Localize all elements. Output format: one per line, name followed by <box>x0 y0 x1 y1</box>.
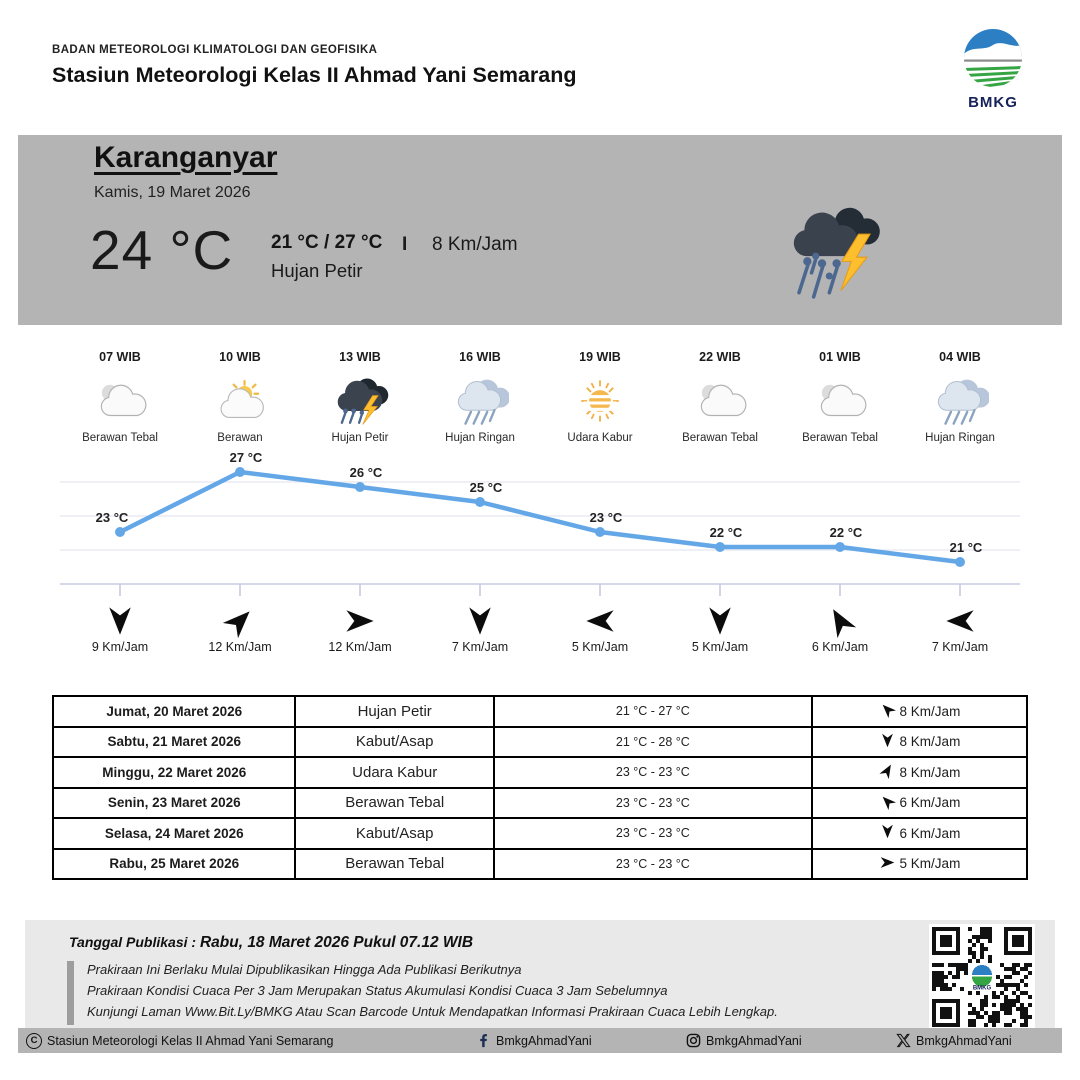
table-date: Senin, 23 Maret 2026 <box>53 788 295 819</box>
wind-item <box>60 604 180 654</box>
hujan-ringan-icon <box>931 376 989 426</box>
temperature-range: 21 °C / 27 °C <box>271 232 383 253</box>
table-row <box>53 849 1027 880</box>
table-condition: Kabut/Asap <box>295 727 493 758</box>
table-date: Sabtu, 21 Maret 2026 <box>53 727 295 758</box>
current-wind-speed: 8 Km/Jam <box>432 234 518 255</box>
svg-text:22 °C: 22 °C <box>709 525 743 540</box>
table-condition: Udara Kabur <box>295 757 493 788</box>
hourly-forecast-item <box>780 350 900 444</box>
svg-text:27 °C: 27 °C <box>229 452 263 465</box>
wind-item <box>900 604 1020 654</box>
table-row <box>53 818 1027 849</box>
table-temp-range: 23 °C - 23 °C <box>494 849 812 880</box>
wind-direction-arrow-icon <box>879 762 896 782</box>
hujan-ringan-icon <box>451 376 509 426</box>
udara-kabur-icon <box>571 376 629 426</box>
x-handle[interactable] <box>896 1028 1012 1053</box>
banner-detail <box>271 232 382 282</box>
hourly-time: 19 WIB <box>579 350 621 364</box>
hourly-forecast-item <box>420 350 540 444</box>
hourly-time: 16 WIB <box>459 350 501 364</box>
facebook-icon <box>476 1033 491 1048</box>
berawan-tebal-icon <box>811 376 869 426</box>
table-wind <box>812 849 1027 880</box>
social-bottom-bar <box>18 1028 1062 1053</box>
table-temp-range: 21 °C - 28 °C <box>494 727 812 758</box>
svg-text:26 °C: 26 °C <box>349 465 383 480</box>
bmkg-logo-label: BMKG <box>968 94 1018 111</box>
footer-notes <box>87 960 778 1022</box>
current-weather-banner <box>18 135 1062 325</box>
table-date: Rabu, 25 Maret 2026 <box>53 849 295 880</box>
hourly-condition-label: Hujan Ringan <box>445 432 515 444</box>
table-wind-speed: 6 Km/Jam <box>899 795 961 811</box>
wind-speed-label: 12 Km/Jam <box>328 640 392 654</box>
table-temp-range: 23 °C - 23 °C <box>494 788 812 819</box>
hujan-petir-icon <box>331 376 389 426</box>
wind-speed-label: 6 Km/Jam <box>811 640 869 654</box>
wind-speed-label: 7 Km/Jam <box>451 640 509 654</box>
header <box>52 44 577 88</box>
wind-direction-arrow-icon <box>879 854 896 874</box>
hourly-forecast-item <box>660 350 780 444</box>
hourly-time: 10 WIB <box>219 350 261 364</box>
table-condition: Hujan Petir <box>295 696 493 727</box>
current-temperature: 24 °C <box>90 219 234 281</box>
wind-direction-arrow-icon <box>463 604 497 638</box>
table-wind-speed: 8 Km/Jam <box>899 734 961 750</box>
publication-label: Tanggal Publikasi : <box>69 934 200 950</box>
wind-item <box>780 604 900 654</box>
station-name: Stasiun Meteorologi Kelas II Ahmad Yani Semarang <box>52 63 577 87</box>
hourly-time: 01 WIB <box>819 350 861 364</box>
svg-text:BMKG: BMKG <box>972 985 992 992</box>
hourly-condition-label: Udara Kabur <box>567 432 633 444</box>
hourly-forecast-item <box>300 350 420 444</box>
svg-text:23 °C: 23 °C <box>95 510 129 525</box>
footer-note: Prakiraan Kondisi Cuaca Per 3 Jam Merupakan Status Akumulasi Kondisi Cuaca 3 Jam Sebelumnya <box>87 982 668 998</box>
banner-separator: I <box>402 234 408 255</box>
hourly-condition-label: Berawan Tebal <box>682 432 758 444</box>
table-wind <box>812 696 1027 727</box>
footer-note: Kunjungi Laman Www.Bit.Ly/BMKG Atau Scan Barcode Untuk Mendapatkan Informasi Prakiraan Cuaca Lebih Lengkap. <box>87 1003 778 1019</box>
hourly-forecast-item <box>540 350 660 444</box>
wind-speed-label: 9 Km/Jam <box>91 640 149 654</box>
wind-speed-label: 5 Km/Jam <box>571 640 629 654</box>
bmkg-logo <box>950 28 1036 111</box>
wind-speed-label: 12 Km/Jam <box>208 640 272 654</box>
location-title: Karanganyar <box>94 141 278 174</box>
table-wind <box>812 757 1027 788</box>
berawan-tebal-icon <box>91 376 149 426</box>
bmkg-logo-icon <box>961 28 1025 92</box>
hourly-condition-label: Berawan <box>217 432 263 444</box>
publication-value: Rabu, 18 Maret 2026 Pukul 07.12 WIB <box>199 934 474 951</box>
table-row <box>53 757 1027 788</box>
wind-direction-arrow-icon <box>879 823 896 843</box>
qr-code[interactable] <box>929 924 1035 1030</box>
table-condition: Kabut/Asap <box>295 818 493 849</box>
table-wind <box>812 727 1027 758</box>
table-condition: Berawan Tebal <box>295 849 493 880</box>
facebook-text: BmkgAhmadYani <box>496 1033 592 1048</box>
table-condition: Berawan Tebal <box>295 788 493 819</box>
hourly-condition-label: Berawan Tebal <box>802 432 878 444</box>
temperature-line-chart <box>60 452 1020 604</box>
wind-direction-arrow-icon <box>223 604 257 638</box>
wind-direction-arrow-icon <box>823 604 857 638</box>
hourly-time: 04 WIB <box>939 350 981 364</box>
table-row <box>53 696 1027 727</box>
wind-item <box>180 604 300 654</box>
wind-direction-arrow-icon <box>103 604 137 638</box>
table-date: Jumat, 20 Maret 2026 <box>53 696 295 727</box>
wind-direction-arrow-icon <box>583 604 617 638</box>
hourly-condition-label: Hujan Petir <box>331 432 389 444</box>
table-wind-speed: 8 Km/Jam <box>899 703 961 719</box>
hourly-forecast-row <box>60 350 1020 444</box>
copyright-icon: C <box>26 1033 42 1049</box>
copyright-text: Stasiun Meteorologi Kelas II Ahmad Yani Semarang <box>47 1033 334 1048</box>
publication-footer <box>25 920 1055 1028</box>
table-wind-speed: 5 Km/Jam <box>899 856 961 872</box>
forecast-date: Kamis, 19 Maret 2026 <box>94 184 251 201</box>
berawan-tebal-icon <box>691 376 749 426</box>
hourly-time: 13 WIB <box>339 350 381 364</box>
footer-note: Prakiraan Ini Berlaku Mulai Dipublikasikan Hingga Ada Publikasi Berikutnya <box>87 962 522 977</box>
notes-accent-bar <box>67 961 74 1025</box>
wind-direction-arrow-icon <box>343 604 377 638</box>
wind-item <box>660 604 780 654</box>
wind-item <box>420 604 540 654</box>
table-temp-range: 21 °C - 27 °C <box>494 696 812 727</box>
table-date: Minggu, 22 Maret 2026 <box>53 757 295 788</box>
table-wind-speed: 6 Km/Jam <box>899 825 961 841</box>
wind-direction-row <box>60 604 1020 654</box>
table-row <box>53 727 1027 758</box>
table-temp-range: 23 °C - 23 °C <box>494 818 812 849</box>
hourly-forecast-item <box>60 350 180 444</box>
instagram-text: BmkgAhmadYani <box>706 1033 802 1048</box>
svg-text:25 °C: 25 °C <box>469 480 503 495</box>
wind-direction-arrow-icon <box>943 604 977 638</box>
temperature-chart-svg <box>60 452 1020 604</box>
wind-direction-arrow-icon <box>879 732 896 752</box>
hourly-condition-label: Berawan Tebal <box>82 432 158 444</box>
wind-speed-label: 5 Km/Jam <box>691 640 749 654</box>
x-icon <box>896 1033 911 1048</box>
hourly-forecast-item <box>180 350 300 444</box>
svg-text:23 °C: 23 °C <box>589 510 623 525</box>
table-temp-range: 23 °C - 23 °C <box>494 757 812 788</box>
current-condition: Hujan Petir <box>271 260 363 281</box>
hourly-time: 07 WIB <box>99 350 141 364</box>
qr-code-svg <box>932 927 1032 1027</box>
x-text: BmkgAhmadYani <box>916 1033 1012 1048</box>
daily-forecast-table <box>52 695 1028 880</box>
hourly-condition-label: Hujan Ringan <box>925 432 995 444</box>
svg-text:22 °C: 22 °C <box>829 525 863 540</box>
table-wind-speed: 8 Km/Jam <box>899 764 961 780</box>
wind-item <box>540 604 660 654</box>
wind-direction-arrow-icon <box>879 793 896 813</box>
instagram-handle[interactable] <box>686 1028 802 1053</box>
table-wind <box>812 788 1027 819</box>
instagram-icon <box>686 1033 701 1048</box>
facebook-handle[interactable] <box>476 1028 592 1053</box>
hourly-time: 22 WIB <box>699 350 741 364</box>
table-date: Selasa, 24 Maret 2026 <box>53 818 295 849</box>
publication-line <box>69 934 473 952</box>
hourly-forecast-item <box>900 350 1020 444</box>
storm-cloud-icon <box>781 207 886 299</box>
copyright-item <box>26 1028 334 1053</box>
wind-direction-arrow-icon <box>703 604 737 638</box>
wind-item <box>300 604 420 654</box>
agency-name: BADAN METEOROLOGI KLIMATOLOGI DAN GEOFISIKA <box>52 44 378 56</box>
svg-text:21 °C: 21 °C <box>949 540 983 555</box>
berawan-icon <box>211 376 269 426</box>
wind-speed-label: 7 Km/Jam <box>931 640 989 654</box>
table-wind <box>812 818 1027 849</box>
wind-direction-arrow-icon <box>879 701 896 721</box>
table-row <box>53 788 1027 819</box>
